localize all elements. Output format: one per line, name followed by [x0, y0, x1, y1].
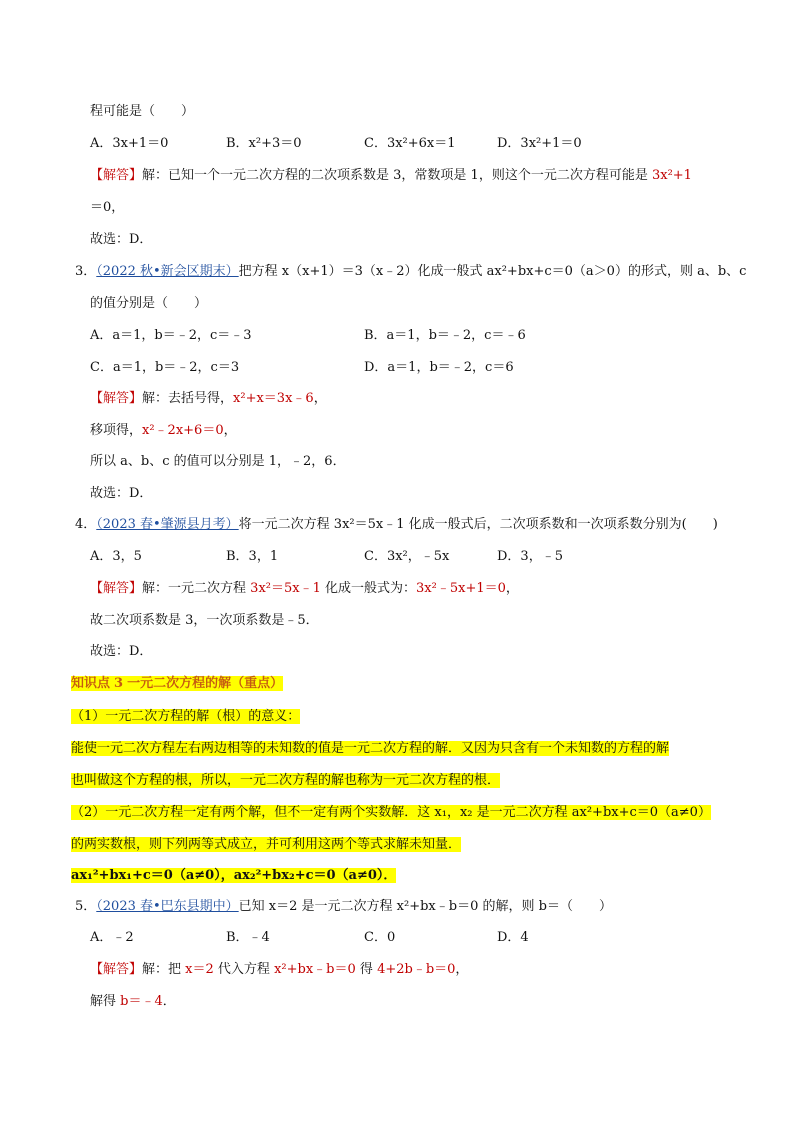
q3-answer-step2: [90, 421, 237, 441]
q3-stem-line2: 的值分别是（ ）: [90, 296, 208, 311]
kp-p2-line2: [71, 834, 461, 856]
q3-step1-equation: x²+x＝3x﹣6: [233, 391, 314, 406]
q5-answer-mid2: 得: [359, 962, 373, 977]
q4-option-d[interactable]: D．3，﹣5: [497, 549, 563, 564]
q3-answer-step3: 所以 a、b、c 的值可以分别是 1，﹣2，6．: [90, 454, 346, 469]
q4-stem: [75, 515, 718, 535]
kp-p1-title: [71, 706, 300, 728]
q5-option-b[interactable]: B．﹣4: [226, 930, 270, 945]
q2-option-c[interactable]: C．3x²+6x＝1: [364, 136, 456, 151]
q3-option-d[interactable]: D．a＝1，b＝﹣2，c＝6: [364, 360, 514, 375]
q2-answer-text: 解：已知一个一元二次方程的二次项系数是 3，常数项是 1，则这个一元二次方程可能是: [142, 168, 648, 183]
q4-answer: [90, 579, 519, 599]
q3-stem-line1: 把方程 x（x+1）＝3（x﹣2）化成一般式 ax²+bx+c＝0（a＞0）的形式，则 a、b、c: [238, 264, 747, 279]
q5-solve-equation: b＝﹣4: [120, 994, 163, 1009]
kp-p1-line1-text: 能使一元二次方程左右两边相等的未知数的值是一元二次方程的解．又因为只含有一个未知数的方程的解: [71, 741, 670, 756]
kp-p1-line1: [71, 738, 669, 760]
q2-option-b[interactable]: B．x²+3＝0: [226, 136, 302, 151]
q4-choice: 故选：D．: [90, 644, 153, 659]
kp-label: 知识点: [71, 676, 111, 691]
answer-tag: 【解答】: [90, 581, 143, 596]
q5-option-c[interactable]: C．0: [364, 930, 396, 945]
q3-choice: 故选：D．: [90, 486, 153, 501]
q5-number: 5．: [75, 899, 97, 914]
q2-option-d[interactable]: D．3x²+1＝0: [497, 136, 582, 151]
q4-answer-equation-2: 3x²﹣5x+1＝0: [416, 581, 506, 596]
kp-title: 一元二次方程的解（重点）: [127, 676, 284, 691]
kp-p2-line2-text: 的两实数根，则下列两等式成立，并可利用这两个等式求解未知量．: [71, 837, 462, 852]
knowledge-point-heading: [71, 673, 283, 695]
kp-p1-line2: [71, 770, 500, 792]
q3-step2-text: 移项得，: [90, 423, 143, 438]
kp-p1-title-text: （1）一元二次方程的解（根）的意义：: [71, 709, 301, 724]
q5-answer: [90, 960, 468, 980]
q4-number: 4．: [75, 517, 97, 532]
kp-p1-line2-text: 也叫做这个方程的根，所以，一元二次方程的解也称为一元二次方程的根．: [71, 773, 501, 788]
q4-answer-equation-1: 3x²＝5x﹣1: [250, 581, 321, 596]
q5-option-d[interactable]: D．4: [497, 930, 529, 945]
q3-step2-suffix: ，: [223, 423, 237, 438]
q5-answer-equation-2: x²+bx﹣b＝0: [274, 962, 356, 977]
q5-solve-prefix: 解得: [90, 994, 117, 1009]
q5-answer-mid1: 代入方程: [217, 962, 270, 977]
q4-answer-text: 解：一元二次方程: [142, 581, 247, 596]
q4-option-a[interactable]: A．3，5: [90, 549, 142, 564]
answer-tag: 【解答】: [90, 168, 143, 183]
q2-choice: 故选：D．: [90, 232, 153, 247]
q4-option-b[interactable]: B．3，1: [226, 549, 279, 564]
q3-step1-text: 解：去括号得，: [142, 391, 234, 406]
answer-tag: 【解答】: [90, 391, 143, 406]
q2-answer-line2: ＝0，: [90, 200, 125, 215]
q5-answer-equation-3: 4+2b﹣b＝0: [377, 962, 456, 977]
q5-option-a[interactable]: A．﹣2: [90, 930, 134, 945]
q4-answer-suffix: ，: [505, 581, 519, 596]
q3-source-link[interactable]: （2022 秋•新会区期末）: [96, 264, 239, 279]
q4-answer-mid: 化成一般式为：: [325, 581, 417, 596]
kp-p2-line1: [71, 802, 711, 824]
q2-stem-tail: 程可能是（ ）: [90, 104, 195, 119]
q5-answer-prefix: 解：把: [142, 962, 182, 977]
q3-number: 3．: [75, 264, 97, 279]
q3-stem: [75, 262, 746, 282]
q5-answer-equation-1: x＝2: [185, 962, 214, 977]
kp-p2-line1-text: （2）一元二次方程一定有两个解，但不一定有两个实数解．这 x₁，x₂ 是一元二次方程 ax²+bx+c＝0（a≠0）: [71, 805, 711, 820]
q3-option-a[interactable]: A．a＝1，b＝﹣2，c＝﹣3: [90, 328, 252, 343]
q2-option-a[interactable]: A．3x+1＝0: [90, 136, 169, 151]
q5-stem-text: 已知 x＝2 是一元二次方程 x²+bx﹣b＝0 的解，则 b＝（ ）: [238, 899, 612, 914]
q3-option-b[interactable]: B．a＝1，b＝﹣2，c＝﹣6: [364, 328, 526, 343]
q3-step2-equation: x²﹣2x+6＝0: [142, 423, 224, 438]
q4-source-link[interactable]: （2023 春•肇源县月考）: [96, 517, 239, 532]
q4-option-c[interactable]: C．3x²，﹣5x: [364, 549, 450, 564]
q5-solution: [90, 992, 176, 1012]
kp-p2-line3: [71, 865, 396, 887]
q4-conclusion: 故二次项系数是 3，一次项系数是﹣5．: [90, 613, 319, 628]
q5-solve-suffix: ．: [162, 994, 176, 1009]
q5-stem: [75, 897, 612, 917]
q5-answer-suffix: ，: [455, 962, 469, 977]
kp-p2-line3-text: ax₁²+bx₁+c＝0（a≠0），ax₂²+bx₂+c＝0（a≠0）．: [71, 868, 397, 883]
q2-answer-equation: 3x²+1: [651, 168, 692, 183]
answer-tag: 【解答】: [90, 962, 143, 977]
q3-step1-suffix: ，: [313, 391, 327, 406]
q5-source-link[interactable]: （2023 春•巴东县期中）: [96, 899, 239, 914]
q3-answer-step1: [90, 389, 327, 409]
q4-stem-text: 将一元二次方程 3x²＝5x﹣1 化成一般式后，二次项系数和一次项系数分别为( ): [238, 517, 718, 532]
q2-answer: [90, 166, 692, 186]
q3-option-c[interactable]: C．a＝1，b＝﹣2，c＝3: [90, 360, 240, 375]
kp-number: 3: [110, 676, 127, 691]
